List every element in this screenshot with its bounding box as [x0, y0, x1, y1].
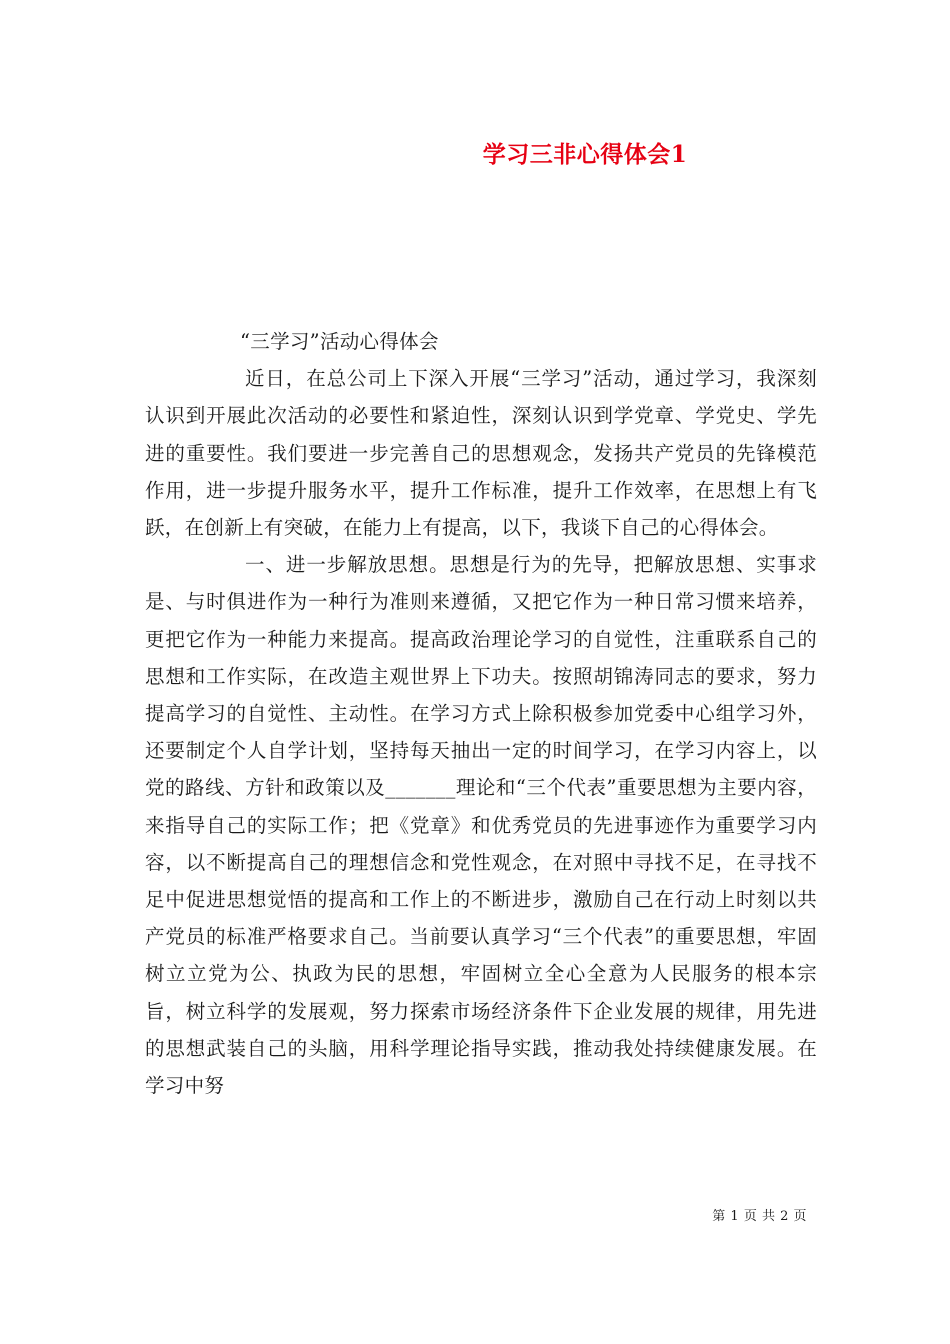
paragraph-section-one: 一、进一步解放思想。思想是行为的先导，把解放思想、实事求是、与时俱进作为一种行为准则来遵循，又把它作为一种日常习惯来培养，更把它作为一种能力来提高。提高政治理论学习的自觉性，注重联系自己的思想和工作实际，在改造主观世界上下功夫。按照胡锦涛同志的要求，努力提高学习的自觉性、主动性。在学习方式上除积极参加党委中心组学习外，还要制定个人自学计划，坚持每天抽出一定的时间学习，在学习内容上，以党的路线、方针和政策以及_______理论和“三个代表”重要思想为主要内容，来指导自己的实际工作；把《党章》和优秀党员的先进事迹作为重要学习内容，以不断提高自己的理想信念和党性观念，在对照中寻找不足，在寻找不足中促进思想觉悟的提高和工作上的不断进步，激励自己在行动上时刻以共产党员的标准严格要求自己。当前要认真学习“三个代表”的重要思想，牢固树立立党为公、执政为民的思想，牢固树立全心全意为人民服务的根本宗旨，树立科学的发展观，努力探索市场经济条件下企业发展的规律，用先进的思想武装自己的头脑，用科学理论指导实践，推动我处持续健康发展。在学习中努: [145, 553, 817, 1098]
document-title: 学习三非心得体会1: [482, 141, 688, 168]
paragraph-intro: 近日，在总公司上下深入开展“三学习”活动，通过学习，我深刻认识到开展此次活动的必要性和紧迫性，深刻认识到学党章、学党史、学先进的重要性。我们要进一步完善自己的思想观念，发扬共产党员的先锋模范作用，进一步提升服务水平，提升工作标准，提升工作效率，在思想上有飞跃，在创新上有突破，在能力上有提高，以下，我谈下自己的心得体会。: [145, 367, 817, 540]
document-subtitle: “三学习”活动心得体会: [240, 330, 439, 353]
page-number-footer: 第 1 页 共 2 页: [712, 1209, 807, 1224]
document-body: [145, 323, 817, 1104]
